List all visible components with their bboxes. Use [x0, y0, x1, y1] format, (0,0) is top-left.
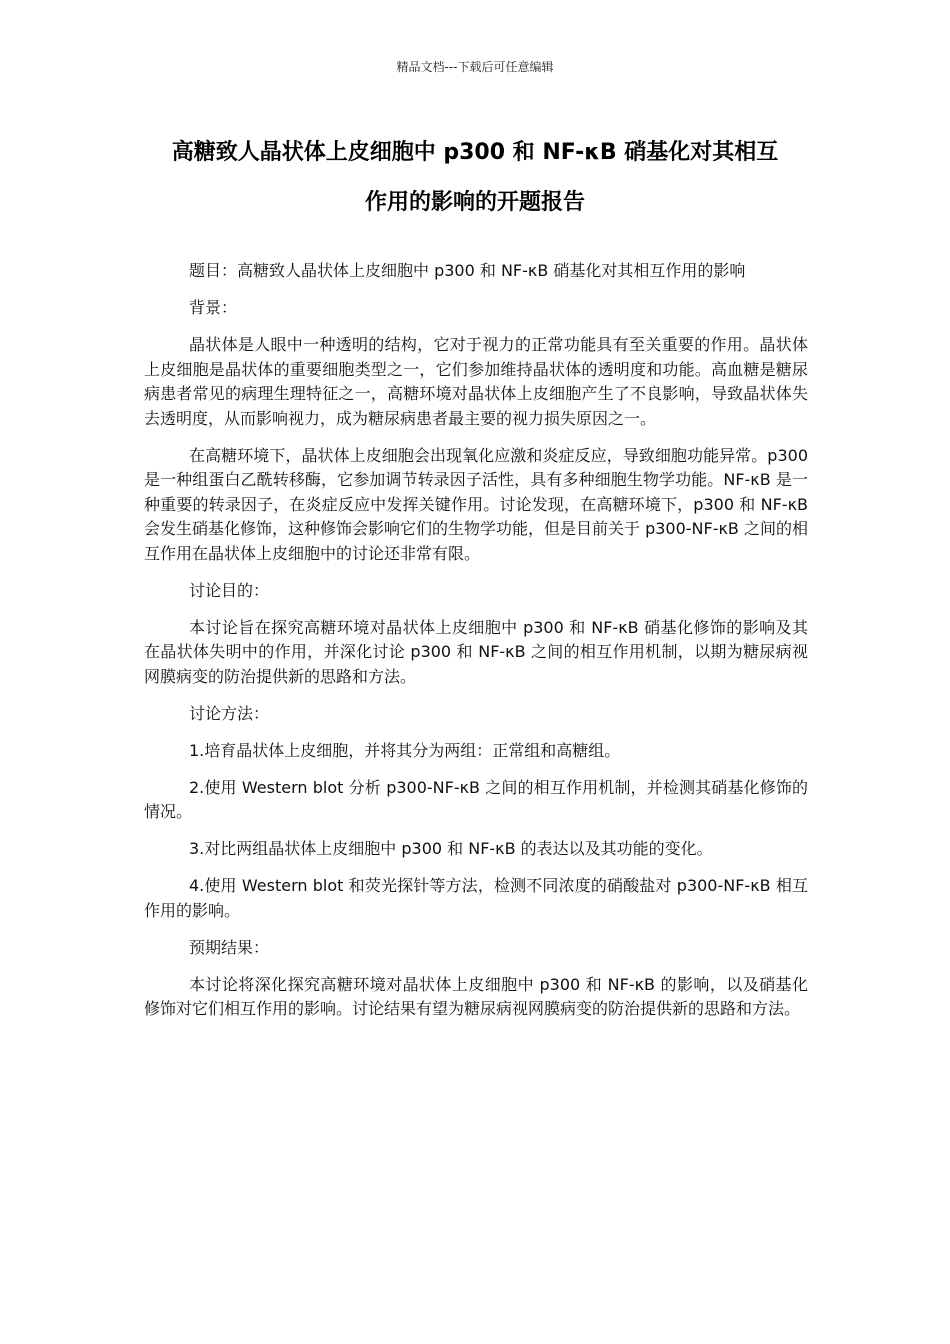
document-title — [120, 128, 830, 228]
method-item: 4.使用 Western blot 和荧光探针等方法，检测不同浓度的硝酸盐对 p300-NF-κB 相互作用的影响。 — [144, 876, 808, 920]
title-line-1: 高糖致人晶状体上皮细胞中 p300 和 NF-κB 硝基化对其相互 — [171, 140, 779, 165]
title-line-2: 作用的影响的开题报告 — [364, 190, 585, 215]
paragraph: 本讨论将深化探究高糖环境对晶状体上皮细胞中 p300 和 NF-κB 的影响，以及硝基化修饰对它们相互作用的影响。讨论结果有望为糖尿病视网膜病变的防治提供新的思路和方法。 — [144, 974, 808, 1018]
method-item: 2.使用 Western blot 分析 p300-NF-κB 之间的相互作用机制，并检测其硝基化修饰的情况。 — [144, 777, 808, 821]
method-item: 3.对比两组晶状体上皮细胞中 p300 和 NF-κB 的表达以及其功能的变化。 — [189, 839, 713, 858]
section-heading-purpose: 讨论目的： — [189, 580, 270, 600]
section-heading-methods: 讨论方法： — [189, 703, 270, 723]
section-heading-background: 背景： — [189, 298, 238, 317]
paragraph: 晶状体是人眼中一种透明的结构，它对于视力的正常功能具有至关重要的作用。晶状体上皮细胞是晶状体的重要细胞类型之一，它们参加维持晶状体的透明度和功能。高血糖是糖尿病患者常见的病理生理特征之一，高糖环境对晶状体上皮细胞产生了不良影响，导致晶状体失去透明度，从而影响视力，成为糖尿病患者最主要的视力损失原因之一。 — [144, 335, 808, 428]
page-header: 精品文档---下载后可任意编辑 — [396, 60, 554, 74]
paragraph: 本讨论旨在探究高糖环境对晶状体上皮细胞中 p300 和 NF-κB 硝基化修饰的影响及其在晶状体失明中的作用，并深化讨论 p300 和 NF-κB 之间的相互作用机制，以期为糖尿病视网膜病变的防治提供新的思路和方法。 — [144, 617, 808, 686]
paragraph: 在高糖环境下，晶状体上皮细胞会出现氧化应激和炎症反应，导致细胞功能异常。p300 是一种组蛋白乙酰转移酶，它参加调节转录因子活性，具有多种细胞生物学功能。NF-κB 是一种重要的转录因子，在炎症反应中发挥关键作用。讨论发现，在高糖环境下，p300 和 NF-κB 会发生硝基化修饰，这种修饰会影响它们的生物学功能，但是目前关于 p300-NF-κB 之间的相互作用在晶状体上皮细胞中的讨论还非常有限。 — [144, 445, 808, 563]
section-heading-expected-results: 预期结果： — [189, 937, 270, 957]
paragraph-topic: 题目：高糖致人晶状体上皮细胞中 p300 和 NF-κB 硝基化对其相互作用的影响 — [189, 261, 746, 280]
method-item: 1.培育晶状体上皮细胞，并将其分为两组：正常组和高糖组。 — [189, 740, 621, 760]
document-body — [144, 259, 808, 1034]
